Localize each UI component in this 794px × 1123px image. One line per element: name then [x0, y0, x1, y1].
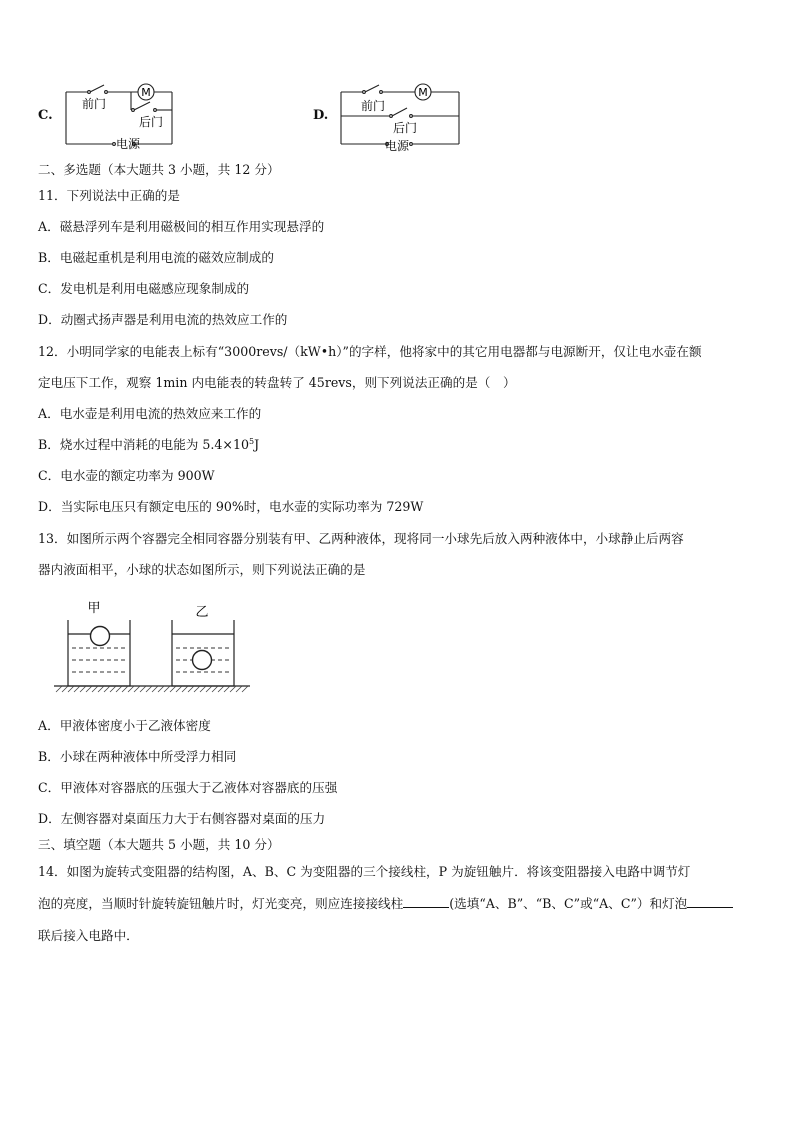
option-d-letter: D. [313, 108, 329, 123]
q11-stem: 11．下列说法中正确的是 [38, 188, 180, 203]
q13-option-b: B．小球在两种液体中所受浮力相同 [38, 749, 237, 764]
q11-option-a: A．磁悬浮列车是利用磁极间的相互作用实现悬浮的 [38, 219, 325, 234]
q13-option-a: A．甲液体密度小于乙液体密度 [38, 718, 211, 733]
circuit-diagram-c [60, 80, 180, 152]
back-door-label-c: 后门 [139, 115, 164, 129]
q11-option-c: C．发电机是利用电磁感应现象制成的 [38, 281, 250, 296]
q12-option-d: D．当实际电压只有额定电压的 90%时，电水壶的实际功率为 729W [38, 499, 424, 514]
motor-label-d: M [418, 86, 428, 99]
answer-blank-2[interactable] [687, 897, 733, 908]
answer-blank-1[interactable] [403, 897, 449, 908]
q14-stem-line2: 泡的亮度，当顺时针旋转旋钮触片时，灯光变亮，则应连接接线柱 (选填“A、B”、“B、C”或“A、C”）和灯泡 [38, 896, 733, 912]
q13-stem-line2: 器内液面相平，小球的状态如图所示，则下列说法正确的是 [38, 562, 366, 577]
q12-option-a: A．电水壶是利用电流的热效应来工作的 [38, 406, 262, 421]
q14-stem-line3: 联后接入电路中． [38, 928, 139, 943]
q12-option-c: C．电水壶的额定功率为 900W [38, 468, 215, 483]
circuit-diagram-d [335, 80, 465, 152]
front-door-label-c: 前门 [82, 97, 107, 111]
label-jia: 甲 [87, 601, 101, 616]
q13-stem-line1: 13．如图所示两个容器完全相同容器分别装有甲、乙两种液体，现将同一小球先后放入两种液体中，小球静止后两容 [38, 531, 684, 546]
section-2-heading: 二、多选题（本大题共 3 小题，共 12 分） [38, 162, 280, 177]
ball-jia [91, 627, 110, 646]
q11-option-d: D．动圈式扬声器是利用电流的热效应工作的 [38, 312, 288, 327]
front-door-label-d: 前门 [361, 99, 386, 113]
section-3-heading: 三、填空题（本大题共 5 小题，共 10 分） [38, 837, 280, 852]
q13-option-c: C．甲液体对容器底的压强大于乙液体对容器底的压强 [38, 780, 338, 795]
ball-yi [193, 651, 212, 670]
q12-stem-line1: 12．小明同学家的电能表上标有“3000revs/（kW•h）”的字样，他将家中的其它用电器都与电源断开，仅让电水壶在额 [38, 344, 702, 359]
q12-stem-line2: 定电压下工作，观察 1min 内电能表的转盘转了 45revs，则下列说法正确的是（ ） [38, 375, 516, 390]
power-label-d: 电源 [385, 139, 410, 152]
q12-option-b: B．烧水过程中消耗的电能为 $5.4\times 10^5J$ [38, 436, 260, 452]
power-label-c: 电源 [116, 137, 141, 151]
back-door-label-d: 后门 [393, 121, 418, 135]
q14-stem-line1: 14．如图为旋转式变阻器的结构图，A、B、C 为变阻器的三个接线柱，P 为旋钮触片．将该变阻器接入电路中调节灯 [38, 864, 691, 879]
q13-option-d: D．左侧容器对桌面压力大于右侧容器对桌面的压力 [38, 811, 326, 826]
containers-figure [52, 598, 262, 700]
q11-option-b: B．电磁起重机是利用电流的磁效应制成的 [38, 250, 274, 265]
label-yi: 乙 [195, 605, 209, 620]
option-c-letter: C. [38, 108, 53, 123]
motor-label-c: M [141, 86, 151, 99]
